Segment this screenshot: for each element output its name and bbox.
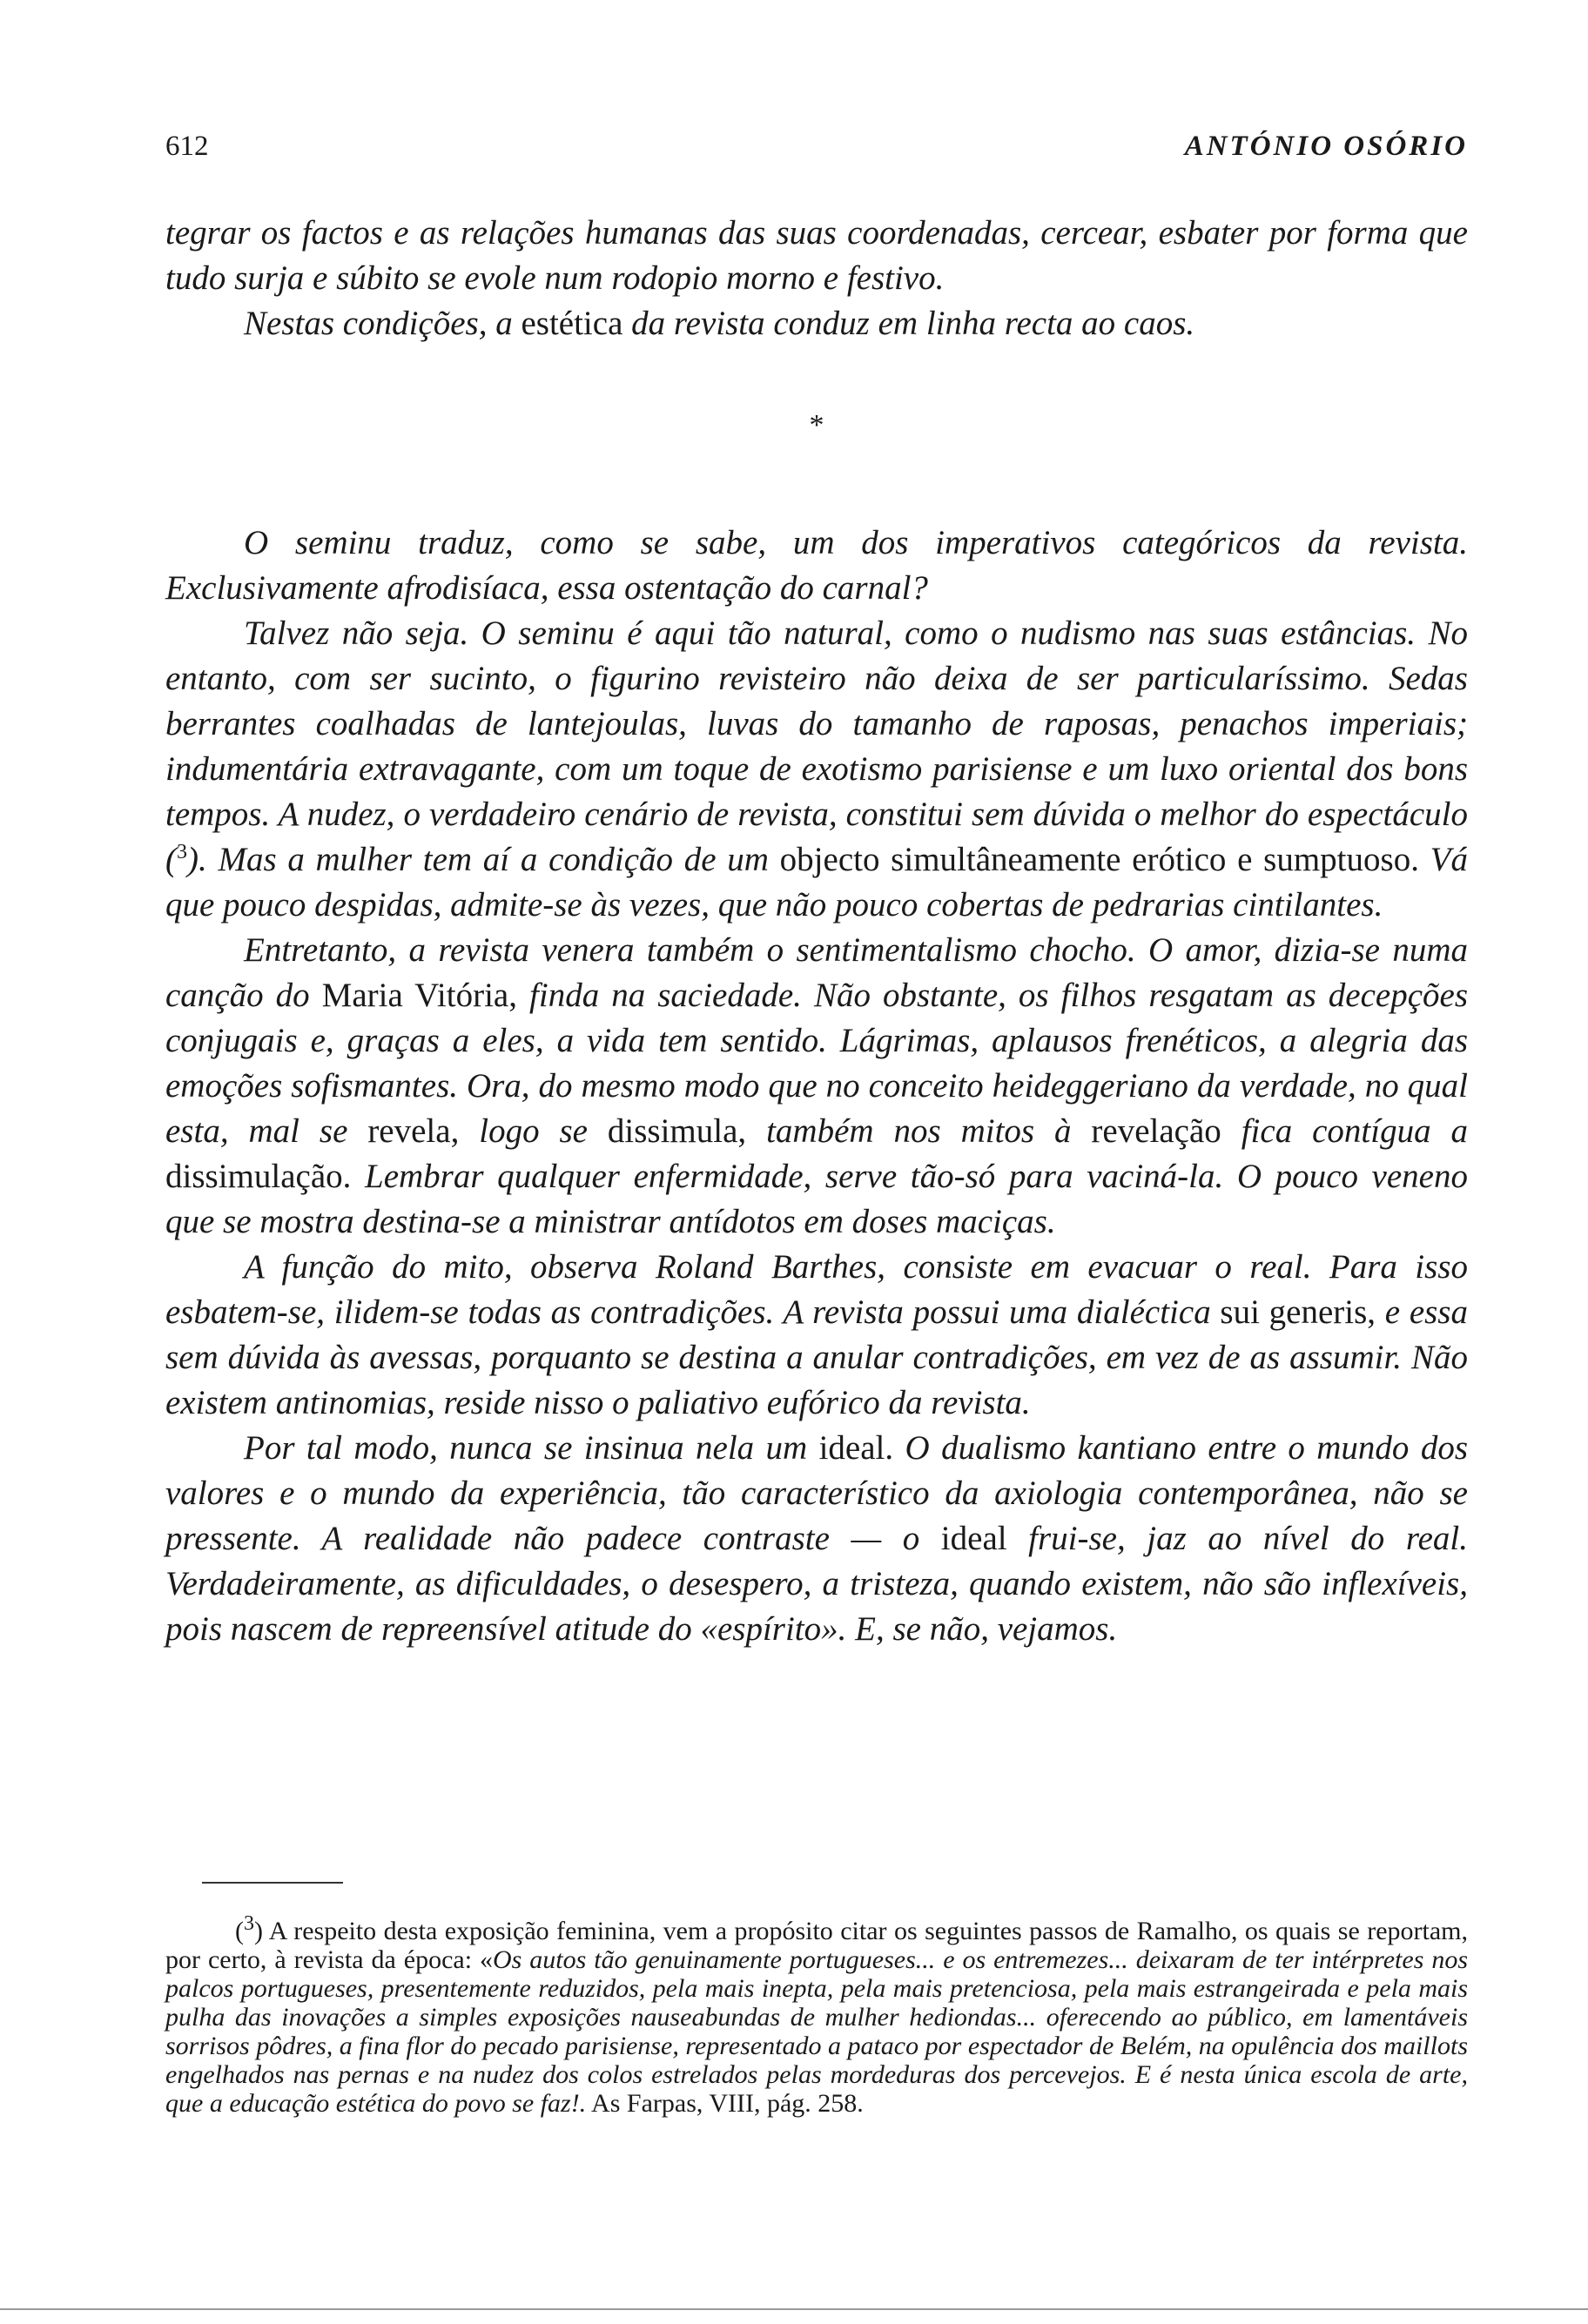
body-text xyxy=(165,211,1468,1652)
text-run: Vá que pouco despidas, admite-se às vezes, que não pouco cobertas de pedrarias cintilantes. xyxy=(165,841,1468,924)
text-run-roman: ideal. xyxy=(818,1429,894,1467)
text-run: Nestas condições, a xyxy=(244,305,521,342)
text-run: e essa sem dúvida às avessas, porquanto se destina a anular contradições, em vez de as assumir. Não existem antinomias, reside nisso o paliativo eufórico da revista. xyxy=(165,1293,1468,1421)
text-run: Talvez não seja. O seminu é aqui tão natural, como o nudismo nas suas estâncias. No entanto, com ser sucinto, o figurino revisteiro não deixa de ser particularíssimo. Sedas berrantes coalhadas de lantejoulas, luvas do tamanho de raposas, penachos imperiais; indumentária extravagante, com um toque de exotismo parisiense e um luxo oriental dos bons tempos. A nudez, o verdadeiro cenário de revista, constitui sem dúvida o melhor do espectáculo ( xyxy=(165,615,1468,878)
page-number: 612 xyxy=(165,131,209,162)
text-run-roman: dissimula, xyxy=(607,1112,747,1150)
text-run: A respeito desta exposição feminina, vem a propósito citar os seguintes passos de Ramalho, os quais se reportam, por certo, à revista da época: « xyxy=(165,1917,1468,1974)
text-run-roman: Maria Vitória, xyxy=(321,977,517,1014)
text-run-roman: ideal xyxy=(940,1520,1007,1557)
footnote-reference: 3 xyxy=(177,841,187,863)
footnote-marker: 3 xyxy=(244,1912,254,1935)
text-run-roman: estética xyxy=(521,305,623,342)
text-run: Lembrar qualquer enfermidade, serve tão-só para vaciná-la. O pouco veneno que se mostra destina-se a ministrar antídotos em doses maciças. xyxy=(165,1158,1468,1240)
scan-edge-line xyxy=(0,2308,1588,2310)
paragraph-continuation xyxy=(165,211,1468,301)
text-run: O dualismo kantiano entre o mundo dos valores e o mundo da experiência, tão característico da axiologia contemporânea, não se pressente. A realidade não padece contraste — o xyxy=(165,1429,1468,1557)
text-run-italic: Os autos tão genuinamente portugueses... e os entremezes... deixaram de ter intérpretes nos palcos portugueses, presentemente reduzidos, pela mais inepta, pela mais pretenciosa, pela mais estrangeirada e pela mais pulha das inovações a simples exposições nauseabundas de mulher hediondas... oferecendo ao público, em lamentáveis sorrisos pôdres, a fina flor do pecado parisiense, representado a pataco por espectador de Belém, na opulência dos maillots engelhados nas pernas e na nudez dos colos estrelados pelas mordeduras dos percevejos. E é nesta única escola de arte, que a educação estética do povo se faz!. xyxy=(165,1945,1468,2118)
text-run-roman: revela, xyxy=(367,1112,460,1150)
text-run: finda na saciedade. Não obstante, os filhos resgatam as decepções conjugais e, graças a eles, a vida tem sentido. Lágrimas, aplausos frenéticos, a alegria das emoções sofismantes. Ora, do mesmo modo que no conceito heideggeriano da verdade, no qual esta, mal se xyxy=(165,977,1468,1150)
text-run: frui-se, jaz ao nível do real. Verdadeiramente, as dificuldades, o desespero, a tristeza, quando existem, não são inflexíveis, pois nascem de repreensível atitude do «espírito». E, se não, vejamos. xyxy=(165,1520,1468,1648)
paragraph xyxy=(165,1245,1468,1426)
paragraph xyxy=(165,521,1468,611)
text-run: da revista conduz em linha recta ao caos. xyxy=(622,305,1195,342)
paragraph xyxy=(165,611,1468,928)
text-run-roman: dissimulação. xyxy=(165,1158,352,1195)
footnote-divider xyxy=(202,1882,343,1884)
text-run-roman: objecto simultâneamente erótico e sumptuoso. xyxy=(779,841,1419,878)
text-run: Entretanto, a revista venera também o sentimentalismo chocho. O amor, dizia-se numa canção do xyxy=(165,931,1468,1014)
paragraph xyxy=(165,928,1468,1245)
footnote xyxy=(165,1912,1468,2118)
section-separator: * xyxy=(809,409,824,441)
text-run: ). Mas a mulher tem aí a condição de um xyxy=(187,841,780,878)
text-run: fica contígua a xyxy=(1221,1112,1469,1150)
page-header xyxy=(165,131,1468,174)
text-run: Por tal modo, nunca se insinua nela um xyxy=(244,1429,819,1467)
text-run-roman: sui generis, xyxy=(1220,1293,1376,1331)
running-head: ANTÓNIO OSÓRIO xyxy=(1184,131,1468,162)
text-run: A função do mito, observa Roland Barthes, consiste em evacuar o real. Para isso esbatem-se, ilidem-se todas as contradições. A revista possui uma dialéctica xyxy=(165,1248,1468,1331)
paragraph xyxy=(165,1426,1468,1652)
text-run: logo se xyxy=(459,1112,608,1150)
text-run: O seminu traduz, como se sabe, um dos imperativos categóricos da revista. Exclusivamente afrodisíaca, essa ostentação do carnal? xyxy=(165,524,1468,607)
footnote-paragraph: ($^3$) A respeito desta exposição feminina, vem a propósito citar os seguintes passos de Ramalho, os quais se reportam, por certo, à revista da época: «Os autos tão genuinamente portugueses... e os entremezes... deixaram de ter intérpretes nos palcos portugueses, presentemente reduzidos, pela mais inepta, pela mais pretenciosa, pela mais estrangeirada e pela mais pulha das inovações a simples exposições nauseabundas de mulher hediondas... oferecendo ao público, em lamentáveis sorrisos pôdres, a fina flor do pecado parisiense, representado a pataco por espectador de Belém, na opulência dos maillots engelhados nas pernas e na nudez dos colos estrelados pelas mordeduras dos percevejos. E é nesta única escola de arte, que a educação estética do povo se faz!. As Farpas, VIII, pág. 258. xyxy=(165,1912,1468,2118)
text-run: As Farpas, VIII, pág. 258. xyxy=(586,2089,864,2118)
text-run: tegrar os factos e as relações humanas das suas coordenadas, cercear, esbater por forma que tudo surja e súbito se evole num rodopio morno e festivo. xyxy=(165,214,1468,297)
text-run: também nos mitos à xyxy=(746,1112,1092,1150)
paragraph xyxy=(165,301,1468,346)
text-run-roman: revelação xyxy=(1091,1112,1221,1150)
